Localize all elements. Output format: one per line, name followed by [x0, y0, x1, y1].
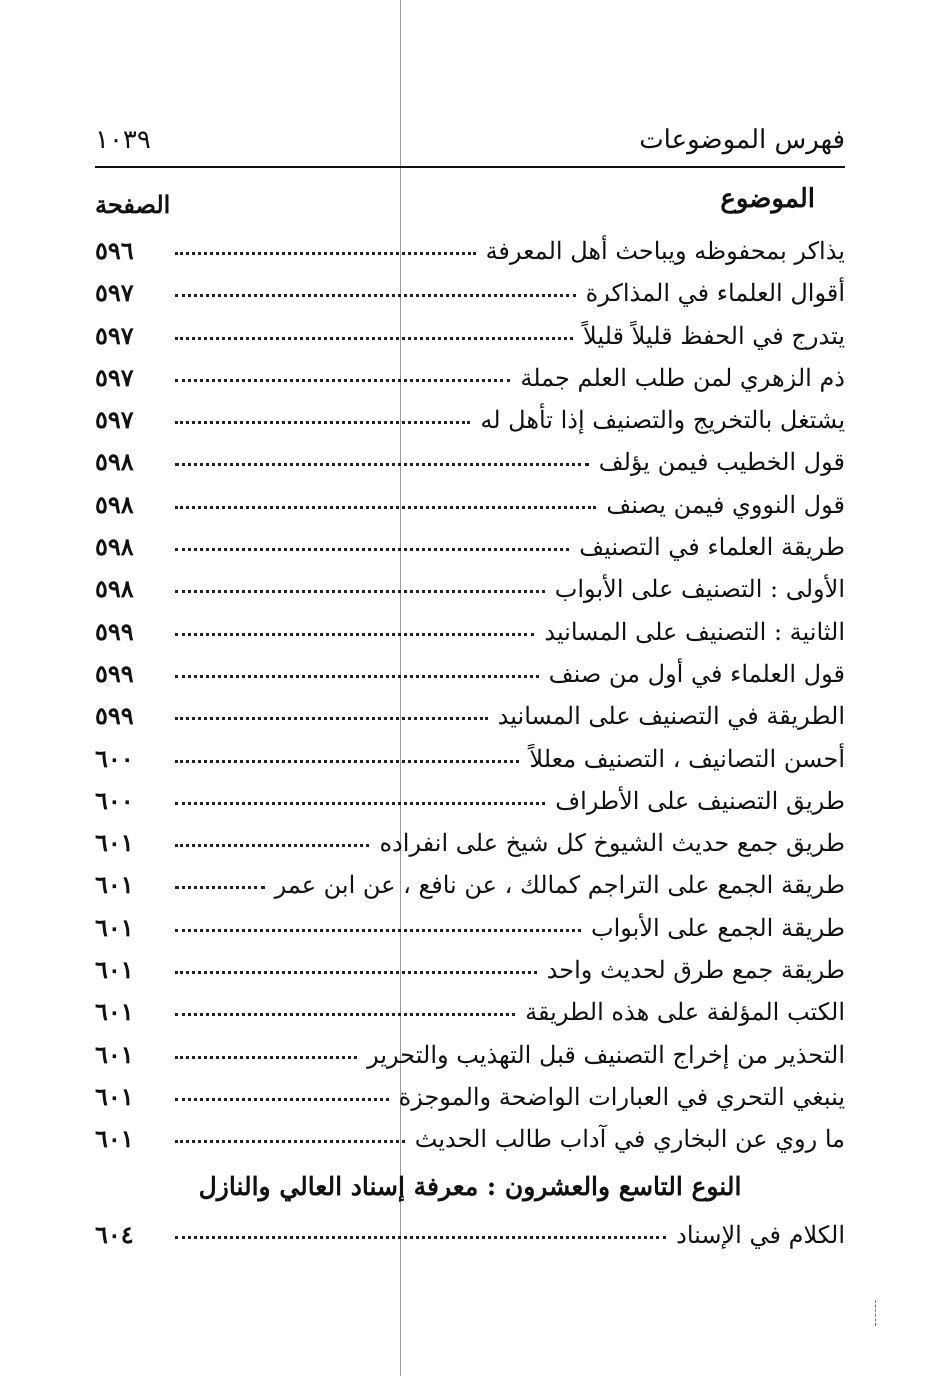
- entry-title: أقوال العلماء في المذاكرة: [585, 279, 845, 308]
- dot-leader: [175, 590, 545, 593]
- entry-page-number: ٦٠١: [95, 955, 134, 985]
- entry-title: الكلام في الإسناد: [676, 1221, 845, 1249]
- entry-page-number: ٥٩٧: [95, 362, 134, 392]
- entry-page-number: ٥٩٧: [95, 320, 134, 350]
- entry-title: يتدرج في الحفظ قليلاً قليلاً: [583, 321, 845, 350]
- dot-leader: [175, 252, 476, 255]
- entry-title: أحسن التصانيف ، التصنيف معللاً: [529, 744, 845, 773]
- dot-leader: [175, 886, 265, 889]
- section-toc-list: [95, 1214, 845, 1256]
- toc-entry: [95, 611, 845, 653]
- entry-title: التحذير من إخراج التصنيف قبل التهذيب والتحرير: [367, 1040, 845, 1069]
- margin-mark: [875, 1300, 877, 1326]
- entry-page-number: ٥٩٩: [95, 658, 134, 688]
- toc-entry: [95, 653, 845, 695]
- toc-entry: [95, 441, 845, 483]
- toc-entry: [95, 695, 845, 737]
- column-headings: [95, 184, 845, 224]
- entry-page-number: ٦٠٤: [95, 1220, 134, 1249]
- entry-title: الكتب المؤلفة على هذه الطريقة: [525, 998, 845, 1027]
- toc-entry: [95, 1214, 845, 1256]
- entry-title: قول النووي فيمن يصنف: [606, 490, 845, 519]
- entry-page-number: ٥٩٧: [95, 278, 134, 308]
- toc-entry: [95, 484, 845, 526]
- entry-page-number: ٦٠١: [95, 912, 134, 942]
- dot-leader: [175, 421, 470, 424]
- dot-leader: [175, 463, 589, 466]
- toc-entry: [95, 568, 845, 610]
- entry-page-number: ٥٩٨: [95, 574, 134, 604]
- entry-title: طريق جمع حديث الشيوخ كل شيخ على انفراده: [379, 829, 845, 858]
- toc-entry: [95, 1034, 845, 1076]
- toc-entry: [95, 780, 845, 822]
- toc-entry: [95, 272, 845, 314]
- toc-entry: [95, 399, 845, 441]
- running-head: [95, 125, 845, 165]
- section-heading: النوع التاسع والعشرون : معرفة إسناد العالي والنازل: [198, 1172, 742, 1201]
- entry-page-number: ٥٩٦: [95, 236, 134, 265]
- dot-leader: [175, 294, 576, 297]
- dot-leader: [175, 379, 510, 382]
- dot-leader: [175, 760, 519, 763]
- entry-title: الطريقة في التصنيف على المسانيد: [497, 702, 845, 731]
- entry-title: طريقة الجمع على التراجم كمالك ، عن نافع ، عن ابن عمر: [274, 871, 845, 900]
- dot-leader: [175, 1013, 515, 1016]
- toc-entry: [95, 822, 845, 864]
- toc-entry: [95, 1118, 845, 1160]
- dot-leader: [175, 337, 573, 340]
- entry-page-number: ٦٠١: [95, 870, 134, 900]
- toc-entry: [95, 357, 845, 399]
- dot-leader: [175, 675, 539, 678]
- entry-title: الأولى : التصنيف على الأبواب: [554, 575, 845, 604]
- dot-leader: [175, 929, 581, 932]
- toc-entry: [95, 1076, 845, 1118]
- toc-entry: [95, 949, 845, 991]
- dot-leader: [175, 1098, 389, 1101]
- toc-entry: [95, 230, 845, 272]
- dot-leader: [175, 633, 534, 636]
- header-rule: [95, 166, 845, 168]
- entry-page-number: ٦٠٠: [95, 785, 134, 815]
- entry-page-number: ٦٠١: [95, 828, 134, 858]
- entry-title: يذاكر بمحفوظه ويباحث أهل المعرفة: [485, 237, 845, 265]
- entry-page-number: ٥٩٩: [95, 701, 134, 731]
- toc-entry: [95, 738, 845, 780]
- toc-entry: [95, 907, 845, 949]
- dot-leader: [175, 506, 596, 509]
- entry-page-number: ٦٠١: [95, 997, 134, 1027]
- entry-page-number: ٥٩٨: [95, 532, 134, 562]
- toc-entry: [95, 526, 845, 568]
- entry-title: طريقة جمع طرق لحديث واحد: [546, 956, 845, 985]
- dot-leader: [175, 717, 488, 720]
- entry-title: طريق التصنيف على الأطراف: [555, 786, 845, 815]
- entry-page-number: ٥٩٨: [95, 489, 134, 519]
- page-column-heading: الصفحة: [95, 190, 171, 219]
- dot-leader: [175, 971, 537, 974]
- toc-list: [95, 230, 845, 1161]
- entry-title: طريقة العلماء في التصنيف: [579, 533, 845, 562]
- running-title: فهرس الموضوعات: [639, 125, 845, 155]
- entry-title: قول الخطيب فيمن يؤلف: [598, 448, 845, 477]
- page-number: ١٠٣٩: [95, 125, 151, 155]
- entry-page-number: ٦٠١: [95, 1039, 134, 1069]
- dot-leader: [175, 1140, 405, 1143]
- entry-title: ينبغي التحري في العبارات الواضحة والموجزة: [398, 1082, 845, 1111]
- entry-title: طريقة الجمع على الأبواب: [590, 913, 845, 942]
- dot-leader: [175, 802, 545, 805]
- entry-page-number: ٥٩٩: [95, 616, 134, 646]
- entry-page-number: ٥٩٨: [95, 447, 134, 477]
- entry-title: ذم الزهري لمن طلب العلم جملة: [520, 363, 845, 392]
- entry-page-number: ٦٠١: [95, 1081, 134, 1111]
- entry-title: الثانية : التصنيف على المسانيد: [544, 617, 845, 646]
- dot-leader: [175, 548, 569, 551]
- dot-leader: [175, 844, 369, 847]
- topic-column-heading: الموضوع: [720, 184, 815, 214]
- toc-entry: [95, 991, 845, 1033]
- entry-title: قول العلماء في أول من صنف: [548, 659, 845, 688]
- toc-entry: [95, 864, 845, 906]
- entry-title: ما روي عن البخاري في آداب طالب الحديث: [414, 1125, 845, 1154]
- entry-title: يشتغل بالتخريج والتصنيف إذا تأهل له: [480, 406, 845, 435]
- entry-page-number: ٦٠١: [95, 1124, 134, 1154]
- entry-page-number: ٦٠٠: [95, 743, 134, 773]
- entry-page-number: ٥٩٧: [95, 405, 134, 435]
- dot-leader: [175, 1056, 357, 1059]
- toc-entry: [95, 315, 845, 357]
- dot-leader: [175, 1236, 666, 1239]
